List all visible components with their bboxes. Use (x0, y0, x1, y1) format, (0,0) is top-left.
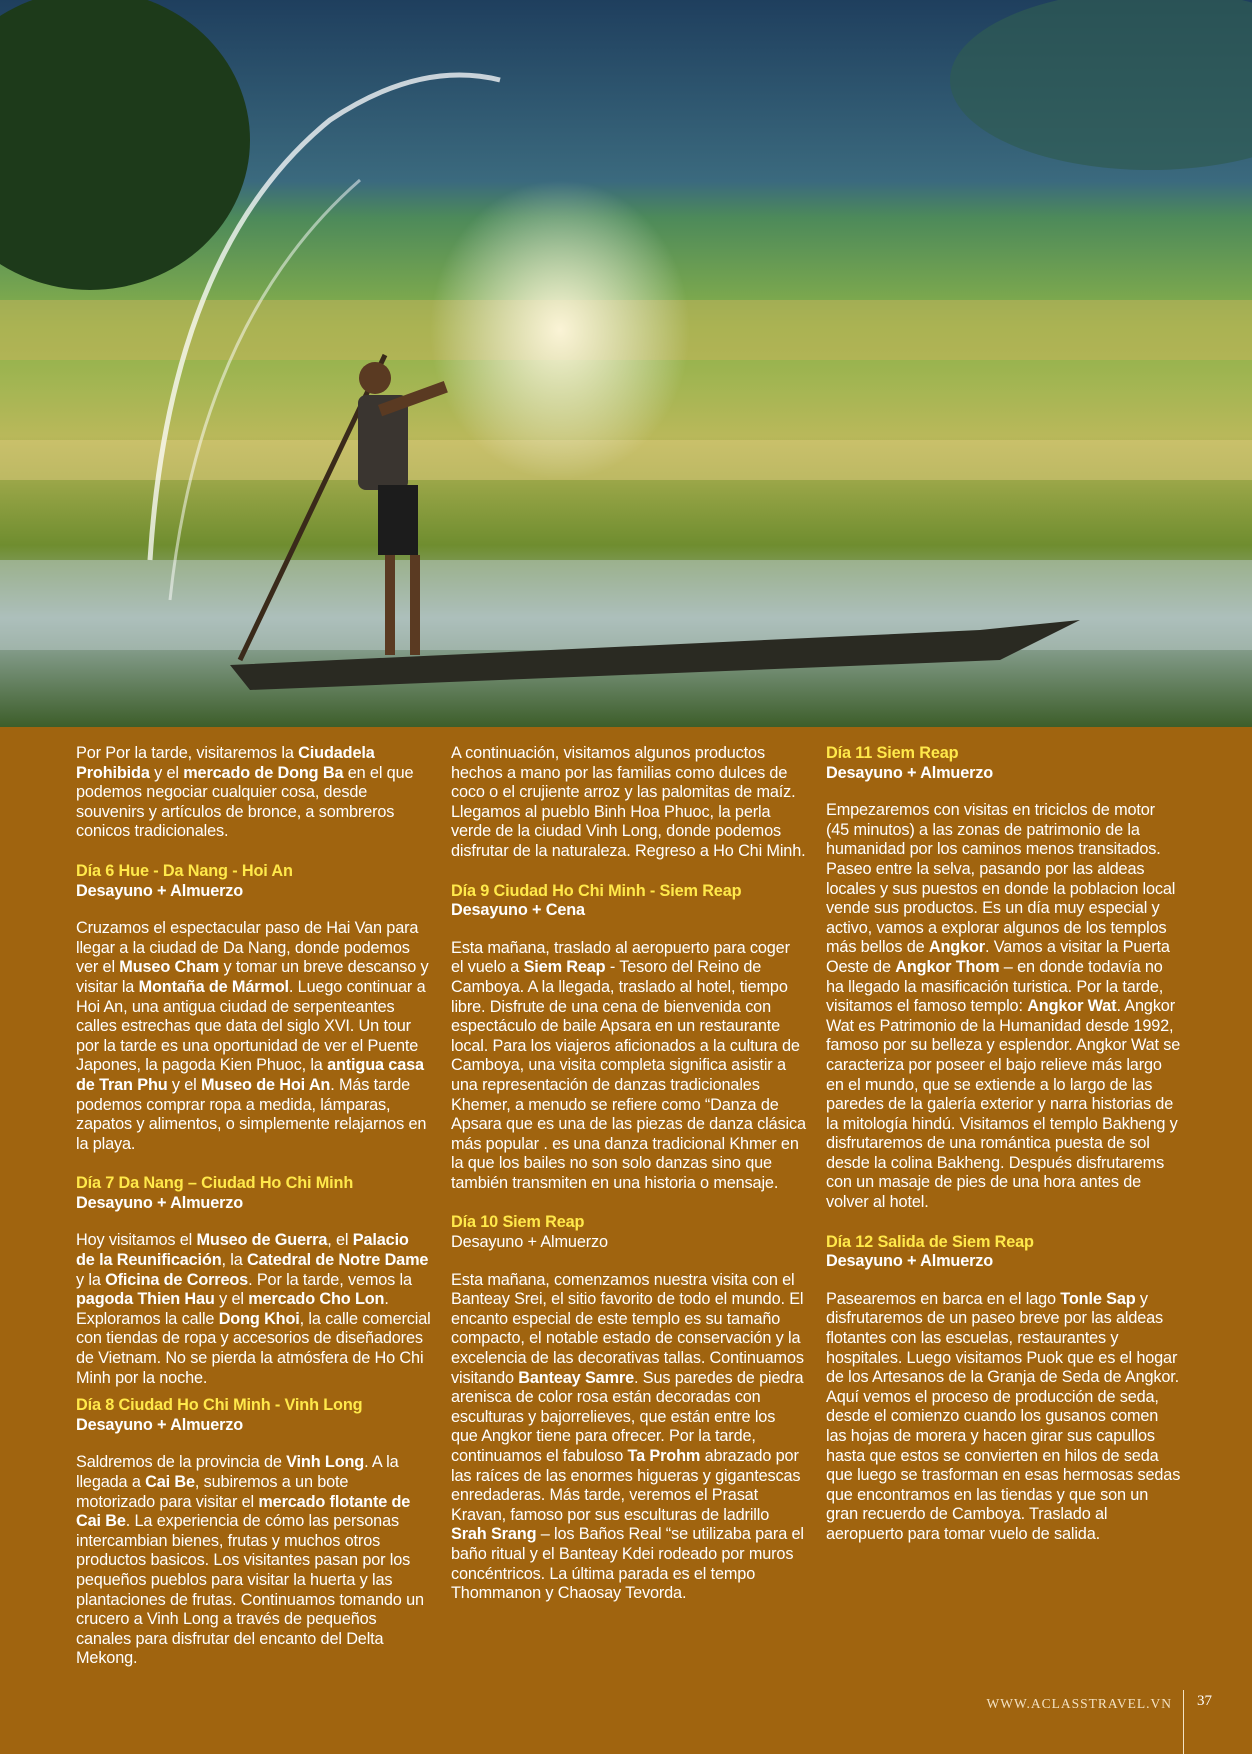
day-12-title: Día 12 Salida de Siem Reap (826, 1232, 1034, 1251)
day-8-header (76, 1396, 431, 1435)
day-9-title: Día 9 Ciudad Ho Chi Minh - Siem Reap (451, 881, 742, 900)
day-7-header (76, 1174, 431, 1213)
column-1 (76, 744, 431, 1689)
day-7-meal: Desayuno + Almuerzo (76, 1193, 244, 1212)
day-6-title: Día 6 Hue - Da Nang - Hoi An (76, 861, 293, 880)
day-10-text: Esta mañana, comenzamos nuestra visita con el Banteay Srei, el sitio favorito de todo el mundo. El encanto especial de este templo es su tamaño compacto, el notable estado de conservación y la excelencia de las decorativas tallas. Continuamos visitando Banteay Samre. Sus paredes de piedra arenisca de color rosa están decoradas con esculturas y bajorrelieves, que están entre los que Angkor tiene para ofrecer. Por la tarde, continuamos el fabuloso Ta Prohm abrazado por las raíces de las enormes higueras y gigantescas enredaderas. Más tarde, veremos el Prasat Kravan, famoso por sus esculturas de ladrillo Srah Srang – los Baños Real “se utilizaba para el baño ritual y el Banteay Kdei rodeado por muros concéntricos. La última parada es el tempo Thommanon y Chaosay Tevorda. (451, 1270, 804, 1603)
day-10-meal: Desayuno + Almuerzo (451, 1233, 608, 1252)
day-9-text: Esta mañana, traslado al aeropuerto para coger el vuelo a Siem Reap - Tesoro del Reino de Camboya. A la llegada, traslado al hotel, tiempo libre. Disfrute de una cena de bienvenida con espectáculo de baile Apsara en un restaurante local. Para los viajeros aficionados a la cultura de Camboya, una visita completa significa asistir a una representación de danzas tradicionales Khemer, a menudo se refiere como “Danza de Apsara que es una de las piezas de danza clásica más popular . es una danza tradicional Khmer en la que los bailes no son solo danzas sino que también transmiten en una historia o mensaje. (451, 938, 806, 1192)
column-3 (826, 744, 1181, 1565)
page-number: 37 (1197, 1693, 1212, 1709)
day-11-text: Empezaremos con visitas en triciclos de motor (45 minutos) a las zonas de patrimonio de la humanidad por los caminos menos transitados. Paseo entre la selva, pasando por las aldeas locales y sus puestos en donde la poblacion local vende sus productos. Es un día muy especial y activo, vamos a explorar algunos de los templos más bellos de Angkor. Vamos a visitar la Puerta Oeste de Angkor Thom – en donde todavía no ha llegado la masificación turistica. Por la tarde, visitamos el famoso templo: Angkor Wat. Angkor Wat es Patrimonio de la Humanidad desde 1992, famoso por su belleza y esplendor. Angkor Wat se caracteriza por poseer el bajo relieve más largo en el mundo, que se extiende a lo largo de las paredes de la galería exterior y narra historias de la mitología hindú. Visitamos el templo Bakheng y disfrutaremos de una romántica puesta de sol desde la colina Bakheng. Después disfrutarems con un masaje de pies de una hora antes de volver al hotel. (826, 801, 1181, 1212)
fisherman-photo (0, 0, 1252, 727)
day-9-header (451, 882, 806, 921)
photo-illustration (0, 0, 1252, 727)
page-footer (0, 1690, 1252, 1720)
day-8-text: Saldremos de la provincia de Vinh Long. A la llegada a Cai Be, subiremos a un bote motorizado para visitar el mercado flotante de Cai Be. La experiencia de cómo las personas intercambian bienes, frutas y muchos otros productos basicos. Los visitantes pasan por los pequeños pueblos para visitar la huerta y las plantaciones de frutas. Continuamos tomando un crucero a Vinh Long a través de pequeños canales para disfrutar del encanto del Delta Mekong. (76, 1453, 424, 1668)
day-10-title: Día 10 Siem Reap (451, 1213, 585, 1232)
website-link[interactable]: WWW.ACLASSTRAVEL.VN (986, 1696, 1172, 1711)
day-11-header (826, 744, 1181, 783)
column-2 (451, 744, 806, 1624)
day-12-text: Pasearemos en barca en el lago Tonle Sap y disfrutaremos de un paseo breve por las aldeas flotantes con las escuelas, restaurantes y hospitales. Luego visitamos Puok que es el hogar de los Artesanos de la Granja de Seda de Angkor. Aquí vemos el proceso de producción de seda, desde el comienzo cuando los gusanos comen las hojas de morera y hacen girar sus capullos hasta que estos se convierten en hilos de seda que luego se trasforman en esas hermosas sedas que encontramos en las tiendas y que son un gran recuerdo de Camboya. Traslado al aeropuerto para tomar vuelo de salida. (826, 1289, 1181, 1543)
day-6-meal: Desayuno + Almuerzo (76, 881, 244, 900)
day-12-header (826, 1233, 1181, 1272)
intro-paragraph: Por Por la tarde, visitaremos la Ciudadela Prohibida y el mercado de Dong Ba en el que podemos negociar cualquier cosa, desde souvenirs y artículos de bronce, a sombreros conicos tradicionales. (76, 744, 414, 841)
day-10-header (451, 1213, 806, 1252)
day-11-meal: Desayuno + Almuerzo (826, 763, 994, 782)
day-6-text: Cruzamos el espectacular paso de Hai Van para llegar a la ciudad de Da Nang, donde podemos ver el Museo Cham y tomar un breve descanso y visitar la Montaña de Mármol. Luego continuar a Hoi An, una antigua ciudad de serpenteantes calles estrechas que data del siglo XVI. Un tour por la tarde es una oportunidad de ver el Puente Japones, la pagoda Kien Phuoc, la antigua casa de Tran Phu y el Museo de Hoi An. Más tarde podemos comprar ropa a medida, lámparas, zapatos y alimentos, o simplemente relajarnos en la playa. (76, 919, 429, 1153)
day-11-title: Día 11 Siem Reap (826, 744, 959, 762)
itinerary-columns (0, 744, 1252, 1694)
day-8-title: Día 8 Ciudad Ho Chi Minh - Vinh Long (76, 1396, 363, 1415)
footer-divider (1183, 1690, 1184, 1754)
day-8-meal: Desayuno + Almuerzo (76, 1415, 244, 1434)
day-9-meal: Desayuno + Cena (451, 901, 585, 920)
day-7-title: Día 7 Da Nang – Ciudad Ho Chi Minh (76, 1174, 354, 1193)
continuation-paragraph: A continuación, visitamos algunos productos hechos a mano por las familias como dulces de coco o el crujiente arroz y las palomitas de maíz. Llegamos al pueblo Binh Hoa Phuoc, la perla verde de la ciudad Vinh Long, donde podemos disfrutar de la naturaleza. Regreso a Ho Chi Minh. (451, 744, 806, 860)
day-7-text: Hoy visitamos el Museo de Guerra, el Palacio de la Reunificación, la Catedral de Notre Dame y la Oficina de Correos. Por la tarde, vemos la pagoda Thien Hau y el mercado Cho Lon. Exploramos la calle Dong Khoi, la calle comercial con tiendas de ropa y accesorios de diseñadores de Vietnam. No se pierda la atmósfera de Ho Chi Minh por la noche. (76, 1231, 431, 1387)
day-12-meal: Desayuno + Almuerzo (826, 1252, 994, 1271)
day-6-header (76, 862, 431, 901)
